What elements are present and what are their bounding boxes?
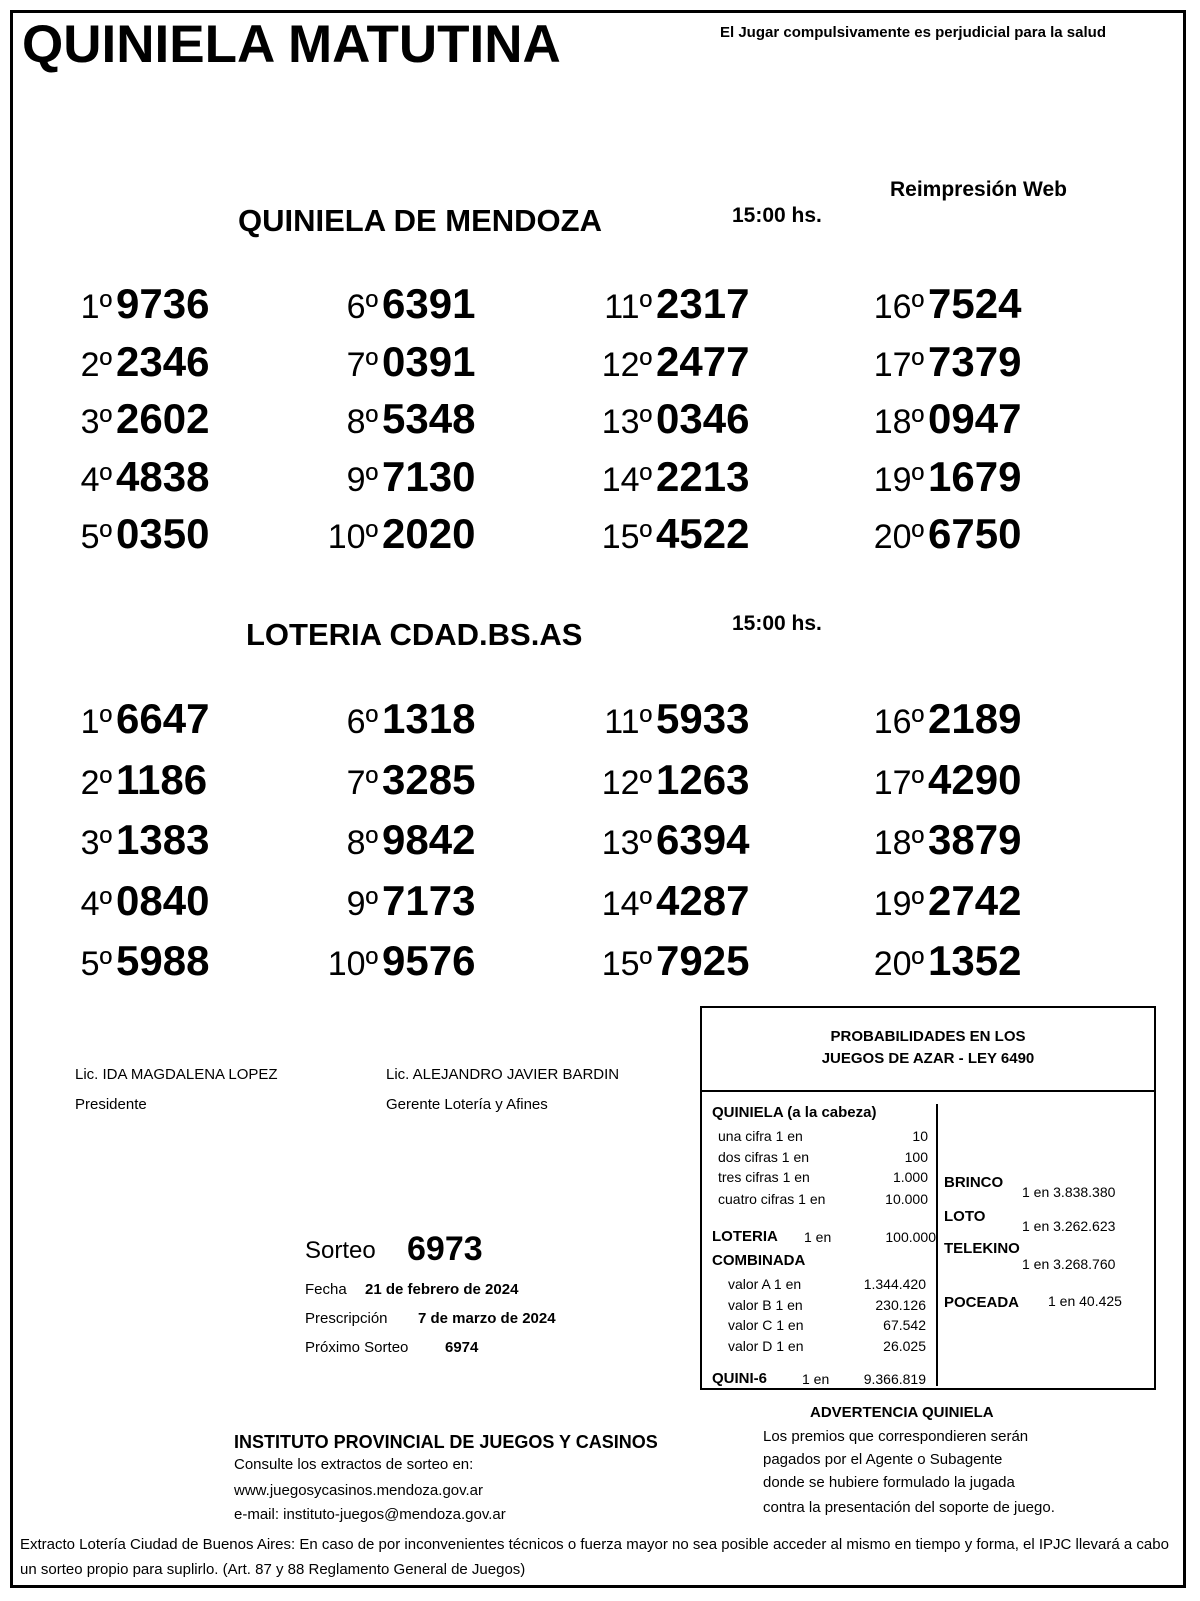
result-number: 0346 bbox=[656, 395, 750, 442]
advertencia-line4: contra la presentación del soporte de juego. bbox=[763, 1499, 1055, 1516]
telekino-prob-value: 1 en 3.268.760 bbox=[1022, 1256, 1116, 1272]
result-number: 0391 bbox=[382, 337, 476, 385]
result-cell bbox=[866, 280, 1021, 328]
result-cell bbox=[594, 877, 749, 925]
result-position: 14º bbox=[601, 460, 652, 499]
sorteo-label: Sorteo bbox=[305, 1237, 376, 1264]
result-position: 11º bbox=[604, 703, 652, 741]
signature-left-role: Presidente bbox=[75, 1096, 147, 1113]
prescripcion-value: 7 de marzo de 2024 bbox=[418, 1310, 556, 1327]
result-number: 5933 bbox=[656, 695, 750, 742]
institute-consult: Consulte los extractos de sorteo en: bbox=[234, 1456, 474, 1473]
result-number: 1186 bbox=[116, 755, 208, 803]
result-position: 8º bbox=[346, 824, 378, 862]
result-number: 1383 bbox=[116, 816, 210, 863]
result-number: 1263 bbox=[656, 755, 750, 803]
result-position: 7º bbox=[346, 345, 378, 384]
combinada-prob-title: COMBINADA bbox=[712, 1252, 806, 1269]
result-cell bbox=[320, 453, 475, 501]
signature-left-name: Lic. IDA MAGDALENA LOPEZ bbox=[75, 1066, 278, 1083]
result-number: 2602 bbox=[116, 395, 210, 442]
result-position: 19º bbox=[873, 460, 924, 499]
section-time-mendoza: 15:00 hs. bbox=[732, 204, 822, 227]
result-number: 9842 bbox=[382, 816, 476, 863]
result-cell bbox=[70, 756, 207, 804]
result-position: 9º bbox=[346, 884, 378, 923]
result-position: 19º bbox=[873, 884, 924, 923]
poceada-prob-value: 1 en 40.425 bbox=[1048, 1293, 1122, 1309]
quini6-prob-label: QUINI-6 bbox=[712, 1370, 768, 1387]
advertencia-line3: donde se hubiere formulado la jugada bbox=[763, 1474, 1015, 1491]
result-cell bbox=[866, 395, 1021, 443]
quiniela-prob-row-value: 1.000 bbox=[892, 1169, 928, 1185]
result-cell bbox=[70, 877, 209, 925]
section-title-loteria: LOTERIA CDAD.BS.AS bbox=[246, 617, 583, 652]
result-cell bbox=[866, 695, 1021, 743]
result-position: 16º bbox=[873, 288, 924, 326]
quini6-prob-value: 9.366.819 bbox=[863, 1371, 926, 1387]
result-number: 2020 bbox=[382, 510, 476, 557]
result-number: 7130 bbox=[382, 452, 476, 500]
result-cell bbox=[594, 453, 749, 501]
probabilities-heading bbox=[702, 1008, 1154, 1092]
result-number: 1318 bbox=[382, 695, 476, 742]
result-position: 20º bbox=[873, 945, 924, 983]
result-position: 6º bbox=[346, 703, 378, 741]
result-position: 13º bbox=[601, 403, 652, 441]
result-cell bbox=[320, 338, 475, 386]
result-cell bbox=[594, 756, 749, 804]
result-cell bbox=[70, 395, 209, 443]
probabilities-left-column bbox=[712, 1104, 938, 1386]
prescripcion-label: Prescripción bbox=[305, 1310, 388, 1327]
brinco-prob-value: 1 en 3.838.380 bbox=[1022, 1184, 1116, 1200]
result-cell bbox=[70, 338, 209, 386]
section-title-mendoza: QUINIELA DE MENDOZA bbox=[238, 203, 602, 238]
signature-right-role: Gerente Lotería y Afines bbox=[386, 1096, 548, 1113]
result-number: 0350 bbox=[116, 510, 210, 557]
result-position: 12º bbox=[601, 763, 652, 802]
result-cell bbox=[594, 937, 749, 985]
result-position: 3º bbox=[80, 824, 112, 862]
quiniela-prob-row-value: 10 bbox=[912, 1128, 928, 1144]
result-position: 16º bbox=[873, 703, 924, 741]
result-number: 7925 bbox=[656, 937, 750, 984]
result-position: 7º bbox=[346, 763, 378, 802]
result-number: 6394 bbox=[656, 816, 750, 863]
result-number: 0947 bbox=[928, 395, 1022, 442]
result-position: 8º bbox=[346, 403, 378, 441]
result-number: 7379 bbox=[928, 337, 1022, 385]
result-number: 6647 bbox=[116, 695, 210, 742]
result-position: 15º bbox=[601, 518, 652, 556]
quiniela-prob-row-value: 100 bbox=[904, 1149, 928, 1165]
result-number: 7524 bbox=[928, 280, 1022, 327]
quiniela-prob-title: QUINIELA (a la cabeza) bbox=[712, 1104, 877, 1121]
result-number: 0840 bbox=[116, 876, 210, 924]
combinada-prob-row-label: valor B 1 en bbox=[728, 1297, 803, 1313]
combinada-prob-row-label: valor C 1 en bbox=[728, 1317, 804, 1333]
result-position: 20º bbox=[873, 518, 924, 556]
result-position: 2º bbox=[80, 345, 112, 384]
result-position: 5º bbox=[80, 945, 112, 983]
result-position: 1º bbox=[80, 703, 112, 741]
result-position: 18º bbox=[873, 824, 924, 862]
quiniela-prob-row-label: dos cifras 1 en bbox=[718, 1149, 810, 1165]
result-cell bbox=[320, 695, 475, 743]
health-warning: El Jugar compulsivamente es perjudicial para la salud bbox=[720, 24, 1106, 41]
result-cell bbox=[70, 510, 209, 558]
result-cell bbox=[320, 877, 475, 925]
result-number: 2742 bbox=[928, 876, 1022, 924]
probabilities-box bbox=[700, 1006, 1156, 1390]
probabilities-heading-line1: PROBABILIDADES EN LOS bbox=[830, 1028, 1026, 1045]
document-title: QUINIELA MATUTINA bbox=[22, 15, 561, 74]
result-cell bbox=[70, 695, 209, 743]
result-number: 7173 bbox=[382, 876, 476, 924]
quiniela-prob-row-label: tres cifras 1 en bbox=[718, 1169, 810, 1185]
result-cell bbox=[594, 510, 749, 558]
result-cell bbox=[70, 816, 209, 864]
loto-prob-value: 1 en 3.262.623 bbox=[1022, 1218, 1116, 1234]
result-position: 15º bbox=[601, 945, 652, 983]
result-number: 9576 bbox=[382, 937, 476, 984]
loto-prob-label: LOTO bbox=[944, 1208, 986, 1225]
result-position: 12º bbox=[601, 345, 652, 384]
result-number: 2317 bbox=[656, 280, 750, 327]
result-position: 3º bbox=[80, 403, 112, 441]
combinada-prob-row-label: valor D 1 en bbox=[728, 1338, 804, 1354]
poceada-prob-label: POCEADA bbox=[944, 1294, 1020, 1311]
result-number: 5988 bbox=[116, 937, 210, 984]
result-number: 2189 bbox=[928, 695, 1022, 742]
result-cell bbox=[594, 338, 749, 386]
result-number: 2346 bbox=[116, 337, 210, 385]
advertencia-line2: pagados por el Agente o Subagente bbox=[763, 1451, 1003, 1468]
result-cell bbox=[70, 453, 209, 501]
result-position: 18º bbox=[873, 403, 924, 441]
result-position: 14º bbox=[601, 884, 652, 923]
result-number: 9736 bbox=[116, 280, 210, 327]
loteria-prob-value: 100.000 bbox=[885, 1229, 936, 1245]
result-cell bbox=[866, 338, 1021, 386]
result-number: 4838 bbox=[116, 452, 210, 500]
result-number: 1679 bbox=[928, 452, 1022, 500]
result-cell bbox=[320, 756, 475, 804]
result-cell bbox=[866, 453, 1021, 501]
sorteo-number: 6973 bbox=[407, 1230, 483, 1268]
combinada-prob-row-value: 67.542 bbox=[883, 1317, 926, 1333]
result-cell bbox=[866, 937, 1021, 985]
institute-website[interactable]: www.juegosycasinos.mendoza.gov.ar bbox=[234, 1482, 484, 1499]
result-cell bbox=[320, 937, 475, 985]
proximo-value: 6974 bbox=[445, 1339, 479, 1356]
combinada-prob-row-label: valor A 1 en bbox=[728, 1276, 802, 1292]
result-cell bbox=[320, 816, 475, 864]
quiniela-prob-row-label: cuatro cifras 1 en bbox=[718, 1191, 826, 1207]
result-number: 4290 bbox=[928, 755, 1022, 803]
result-cell bbox=[866, 756, 1021, 804]
institute-email[interactable]: e-mail: instituto-juegos@mendoza.gov.ar bbox=[234, 1506, 506, 1523]
result-position: 2º bbox=[80, 763, 112, 802]
result-number: 2477 bbox=[656, 337, 750, 385]
result-cell bbox=[866, 816, 1021, 864]
result-position: 13º bbox=[601, 824, 652, 862]
telekino-prob-label: TELEKINO bbox=[944, 1240, 1020, 1257]
result-position: 17º bbox=[873, 763, 924, 802]
result-number: 3879 bbox=[928, 816, 1022, 863]
result-cell bbox=[594, 395, 749, 443]
combinada-prob-row-value: 230.126 bbox=[875, 1297, 926, 1313]
result-number: 4522 bbox=[656, 510, 750, 557]
result-number: 1352 bbox=[928, 937, 1022, 984]
reprint-label: Reimpresión Web bbox=[890, 178, 1067, 201]
result-cell bbox=[866, 510, 1021, 558]
result-position: 9º bbox=[346, 460, 378, 499]
combinada-prob-row-value: 26.025 bbox=[883, 1338, 926, 1354]
result-cell bbox=[320, 510, 475, 558]
result-cell bbox=[320, 395, 475, 443]
result-number: 4287 bbox=[656, 876, 750, 924]
result-cell bbox=[594, 695, 749, 743]
loteria-prob-label: LOTERIA bbox=[712, 1228, 778, 1245]
institute-name: INSTITUTO PROVINCIAL DE JUEGOS Y CASINOS bbox=[234, 1432, 658, 1452]
result-cell bbox=[70, 280, 209, 328]
result-position: 10º bbox=[327, 945, 378, 983]
result-position: 6º bbox=[346, 288, 378, 326]
result-number: 3285 bbox=[382, 755, 476, 803]
signature-right-name: Lic. ALEJANDRO JAVIER BARDIN bbox=[386, 1066, 620, 1083]
result-position: 4º bbox=[80, 460, 112, 499]
section-time-loteria: 15:00 hs. bbox=[732, 612, 822, 635]
quini6-prob-en: 1 en bbox=[802, 1371, 830, 1387]
proximo-label: Próximo Sorteo bbox=[305, 1339, 409, 1356]
fecha-value: 21 de febrero de 2024 bbox=[365, 1281, 519, 1298]
result-position: 11º bbox=[604, 288, 652, 326]
result-number: 6391 bbox=[382, 280, 476, 327]
result-cell bbox=[594, 816, 749, 864]
advertencia-title: ADVERTENCIA QUINIELA bbox=[810, 1404, 994, 1421]
combinada-prob-row-value: 1.344.420 bbox=[863, 1276, 926, 1292]
result-number: 2213 bbox=[656, 452, 750, 500]
probabilities-heading-line2: JUEGOS DE AZAR - LEY 6490 bbox=[821, 1050, 1035, 1067]
result-cell bbox=[866, 877, 1021, 925]
result-position: 4º bbox=[80, 884, 112, 923]
quiniela-prob-row-label: una cifra 1 en bbox=[718, 1128, 803, 1144]
quiniela-prob-row-value: 10.000 bbox=[885, 1191, 928, 1207]
footer-disclaimer: Extracto Lotería Ciudad de Buenos Aires: En caso de por inconvenientes técnicos o fuerza mayor no sea posible acceder al mismo en tiempo y forma, el IPJC llevará a cabo un sorteo propio para suplirlo. (Art. 87 y 88 Reglamento General de Juegos) bbox=[20, 1536, 1169, 1578]
result-position: 17º bbox=[873, 345, 924, 384]
fecha-label: Fecha bbox=[305, 1281, 347, 1298]
result-cell bbox=[594, 280, 749, 328]
result-number: 6750 bbox=[928, 510, 1022, 557]
result-cell bbox=[70, 937, 209, 985]
result-number: 5348 bbox=[382, 395, 476, 442]
result-cell bbox=[320, 280, 475, 328]
result-position: 1º bbox=[80, 288, 112, 326]
brinco-prob-label: BRINCO bbox=[944, 1174, 1004, 1191]
result-position: 10º bbox=[327, 518, 378, 556]
result-position: 5º bbox=[80, 518, 112, 556]
loteria-prob-en: 1 en bbox=[804, 1229, 832, 1245]
advertencia-line1: Los premios que correspondieren serán bbox=[763, 1428, 1029, 1445]
